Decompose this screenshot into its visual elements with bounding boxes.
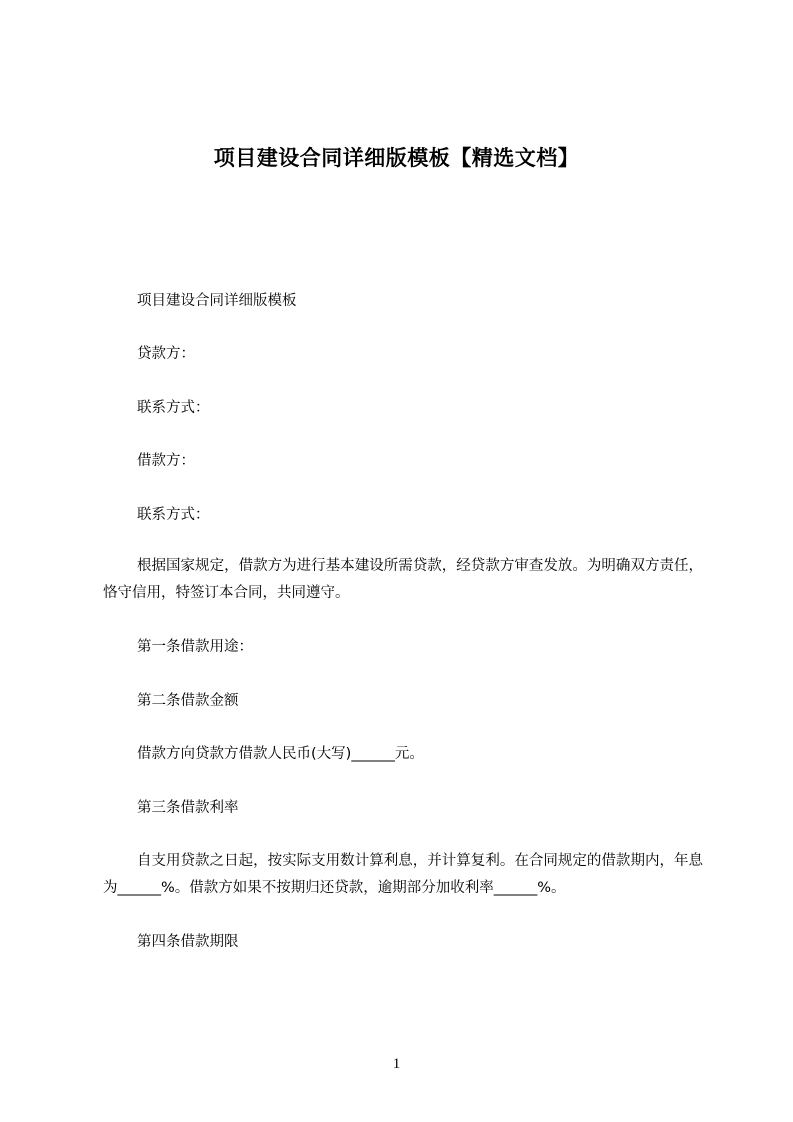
article-2-heading: 第二条借款金额 [137, 693, 239, 709]
loan-amount-paragraph: 借款方向贷款方借款人民币(大写)______元。 [137, 746, 424, 762]
document-title: 项目建设合同详细版模板【精选文档】 [213, 146, 580, 170]
article-1-heading: 第一条借款用途： [137, 639, 253, 655]
page-number: 1 [392, 1056, 401, 1072]
preamble-paragraph: 根据国家规定，借款方为进行基本建设所需贷款，经贷款方审查发放。为明确双方责任，恪守信用，特签订本合同，共同遵守。 [103, 558, 703, 601]
borrower-contact-label: 联系方式： [137, 507, 210, 523]
subtitle-paragraph: 项目建设合同详细版模板 [137, 293, 297, 309]
borrower-label: 借款方： [137, 453, 195, 469]
article-3-heading: 第三条借款利率 [137, 800, 239, 816]
interest-rate-paragraph: 自支用贷款之日起，按实际支用数计算利息，并计算复利。在合同规定的借款期内，年息为______%。借款方如果不按期归还贷款，逾期部分加收利率______%。 [103, 853, 703, 896]
lender-contact-label: 联系方式： [137, 400, 210, 416]
lender-label: 贷款方： [137, 346, 195, 362]
article-4-heading: 第四条借款期限 [137, 934, 239, 950]
